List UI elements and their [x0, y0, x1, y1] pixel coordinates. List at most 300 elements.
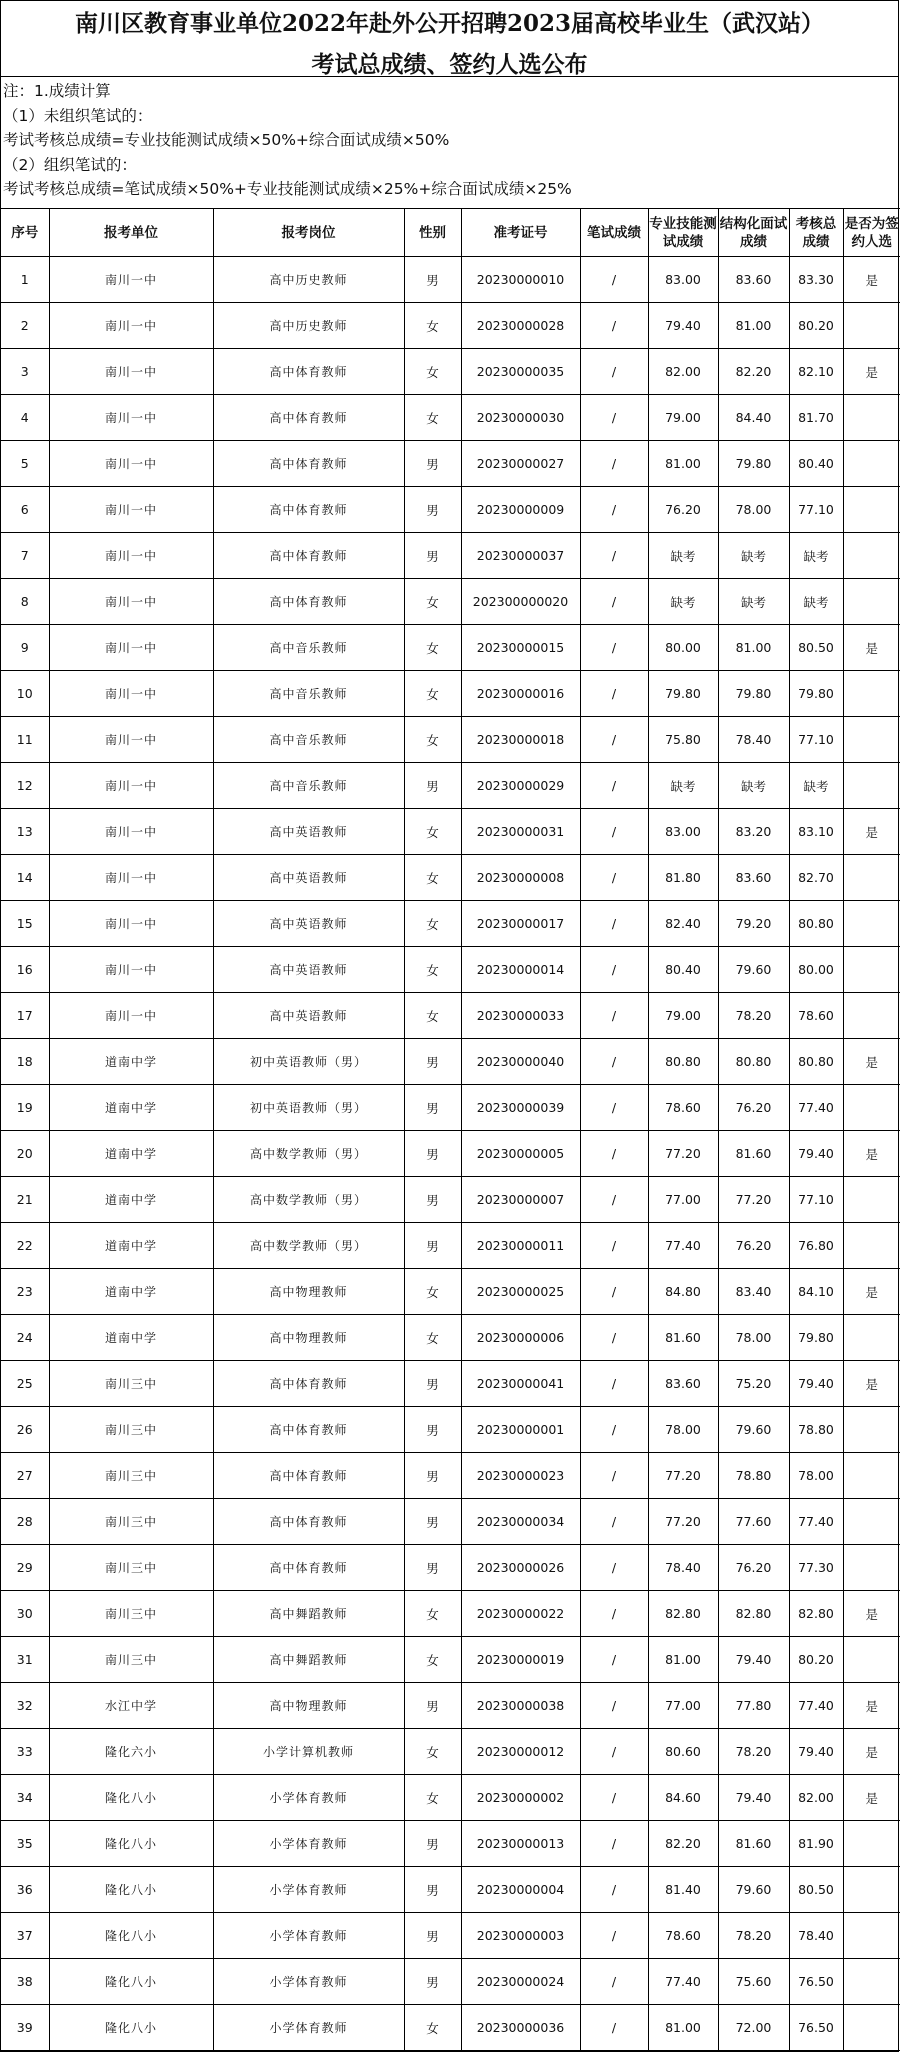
cell-unit: 南川一中 [49, 717, 213, 763]
cell-total: 80.20 [789, 1637, 843, 1683]
cell-total: 77.40 [789, 1499, 843, 1545]
cell-unit: 南川一中 [49, 441, 213, 487]
cell-written: / [580, 993, 648, 1039]
cell-post: 高中舞蹈教师 [213, 1637, 404, 1683]
cell-skill: 82.00 [648, 349, 718, 395]
cell-ticket: 20230000012 [461, 1729, 580, 1775]
cell-gender: 男 [404, 1039, 461, 1085]
cell-seq: 23 [1, 1269, 49, 1315]
cell-signed [843, 487, 900, 533]
cell-written: / [580, 1453, 648, 1499]
cell-interview: 76.20 [718, 1085, 789, 1131]
cell-total: 83.30 [789, 257, 843, 303]
cell-written: / [580, 625, 648, 671]
cell-signed [843, 1867, 900, 1913]
cell-skill: 79.40 [648, 303, 718, 349]
cell-interview: 78.20 [718, 1913, 789, 1959]
cell-skill: 84.60 [648, 1775, 718, 1821]
document-title-line-2: 考试总成绩、签约人选公布 [311, 51, 588, 78]
cell-total: 79.80 [789, 671, 843, 717]
cell-interview: 82.80 [718, 1591, 789, 1637]
cell-gender: 男 [404, 1131, 461, 1177]
cell-written: / [580, 763, 648, 809]
cell-total: 77.30 [789, 1545, 843, 1591]
cell-skill: 78.60 [648, 1085, 718, 1131]
cell-skill: 77.40 [648, 1959, 718, 2005]
cell-post: 高中体育教师 [213, 441, 404, 487]
cell-unit: 南川一中 [49, 901, 213, 947]
cell-ticket: 20230000011 [461, 1223, 580, 1269]
cell-seq: 21 [1, 1177, 49, 1223]
cell-interview: 缺考 [718, 579, 789, 625]
cell-post: 高中体育教师 [213, 349, 404, 395]
cell-signed [843, 2005, 900, 2051]
cell-ticket: 202300000020 [461, 579, 580, 625]
cell-written: / [580, 1085, 648, 1131]
cell-seq: 25 [1, 1361, 49, 1407]
cell-skill: 77.00 [648, 1683, 718, 1729]
cell-gender: 女 [404, 993, 461, 1039]
table-row [1, 763, 900, 809]
cell-post: 高中舞蹈教师 [213, 1591, 404, 1637]
header-ticket: 准考证号 [461, 209, 580, 257]
cell-gender: 女 [404, 1591, 461, 1637]
results-table [1, 208, 900, 2051]
cell-signed [843, 1453, 900, 1499]
table-row [1, 947, 900, 993]
cell-total: 82.00 [789, 1775, 843, 1821]
table-body [1, 257, 900, 2051]
cell-seq: 13 [1, 809, 49, 855]
cell-interview: 83.20 [718, 809, 789, 855]
cell-interview: 84.40 [718, 395, 789, 441]
cell-seq: 26 [1, 1407, 49, 1453]
cell-total: 80.80 [789, 901, 843, 947]
cell-unit: 隆化八小 [49, 1959, 213, 2005]
cell-unit: 隆化八小 [49, 1867, 213, 1913]
cell-ticket: 20230000036 [461, 2005, 580, 2051]
cell-signed [843, 1223, 900, 1269]
cell-gender: 男 [404, 1177, 461, 1223]
cell-ticket: 20230000005 [461, 1131, 580, 1177]
cell-unit: 南川一中 [49, 257, 213, 303]
table-row [1, 1959, 900, 2005]
cell-gender: 女 [404, 303, 461, 349]
cell-ticket: 20230000037 [461, 533, 580, 579]
header-seq: 序号 [1, 209, 49, 257]
cell-interview: 缺考 [718, 763, 789, 809]
cell-signed: 是 [843, 1591, 900, 1637]
cell-gender: 女 [404, 671, 461, 717]
cell-signed [843, 1499, 900, 1545]
note-line: 考试考核总成绩=笔试成绩×50%+专业技能测试成绩×25%+综合面试成绩×25% [3, 180, 572, 198]
table-row [1, 1729, 900, 1775]
cell-signed [843, 395, 900, 441]
cell-seq: 33 [1, 1729, 49, 1775]
cell-ticket: 20230000031 [461, 809, 580, 855]
cell-unit: 南川三中 [49, 1499, 213, 1545]
table-row [1, 809, 900, 855]
cell-unit: 南川三中 [49, 1453, 213, 1499]
cell-interview: 81.00 [718, 303, 789, 349]
cell-ticket: 20230000009 [461, 487, 580, 533]
cell-interview: 76.20 [718, 1223, 789, 1269]
cell-ticket: 20230000008 [461, 855, 580, 901]
cell-written: / [580, 855, 648, 901]
cell-unit: 南川一中 [49, 303, 213, 349]
cell-interview: 82.20 [718, 349, 789, 395]
cell-post: 小学体育教师 [213, 1913, 404, 1959]
cell-written: / [580, 2005, 648, 2051]
cell-unit: 南川三中 [49, 1361, 213, 1407]
cell-post: 高中英语教师 [213, 809, 404, 855]
cell-skill: 82.40 [648, 901, 718, 947]
cell-unit: 隆化八小 [49, 1821, 213, 1867]
cell-signed [843, 1545, 900, 1591]
cell-signed [843, 441, 900, 487]
cell-seq: 24 [1, 1315, 49, 1361]
table-row [1, 901, 900, 947]
cell-ticket: 20230000004 [461, 1867, 580, 1913]
cell-interview: 77.20 [718, 1177, 789, 1223]
cell-gender: 女 [404, 717, 461, 763]
table-row [1, 1775, 900, 1821]
table-row [1, 1683, 900, 1729]
note-line: 注：1.成绩计算 [3, 82, 111, 100]
cell-post: 高中体育教师 [213, 1499, 404, 1545]
table-row [1, 1591, 900, 1637]
cell-skill: 80.40 [648, 947, 718, 993]
cell-post: 小学体育教师 [213, 1821, 404, 1867]
cell-written: / [580, 1499, 648, 1545]
table-row [1, 717, 900, 763]
cell-signed [843, 303, 900, 349]
note-line: （2）组织笔试的： [3, 155, 137, 174]
cell-written: / [580, 395, 648, 441]
cell-post: 高中体育教师 [213, 1545, 404, 1591]
cell-written: / [580, 809, 648, 855]
cell-skill: 78.40 [648, 1545, 718, 1591]
cell-signed: 是 [843, 349, 900, 395]
cell-skill: 77.20 [648, 1131, 718, 1177]
cell-post: 小学体育教师 [213, 2005, 404, 2051]
cell-post: 高中物理教师 [213, 1683, 404, 1729]
table-row [1, 671, 900, 717]
cell-written: / [580, 1315, 648, 1361]
cell-interview: 78.80 [718, 1453, 789, 1499]
cell-unit: 南川一中 [49, 533, 213, 579]
cell-gender: 女 [404, 349, 461, 395]
cell-signed [843, 579, 900, 625]
cell-gender: 男 [404, 1683, 461, 1729]
cell-written: / [580, 349, 648, 395]
cell-skill: 缺考 [648, 763, 718, 809]
header-post: 报考岗位 [213, 209, 404, 257]
cell-interview: 78.00 [718, 487, 789, 533]
cell-signed: 是 [843, 1775, 900, 1821]
cell-total: 81.70 [789, 395, 843, 441]
cell-seq: 27 [1, 1453, 49, 1499]
cell-signed [843, 947, 900, 993]
cell-skill: 81.80 [648, 855, 718, 901]
cell-seq: 7 [1, 533, 49, 579]
cell-total: 80.00 [789, 947, 843, 993]
cell-ticket: 20230000006 [461, 1315, 580, 1361]
cell-written: / [580, 579, 648, 625]
cell-total: 81.90 [789, 1821, 843, 1867]
cell-unit: 南川一中 [49, 579, 213, 625]
cell-total: 84.10 [789, 1269, 843, 1315]
cell-post: 高中数学教师（男） [213, 1177, 404, 1223]
cell-ticket: 20230000022 [461, 1591, 580, 1637]
cell-written: / [580, 1591, 648, 1637]
table-row [1, 1453, 900, 1499]
cell-skill: 78.60 [648, 1913, 718, 1959]
cell-gender: 女 [404, 809, 461, 855]
cell-signed: 是 [843, 257, 900, 303]
cell-written: / [580, 533, 648, 579]
title-block [1, 1, 898, 77]
cell-signed [843, 1407, 900, 1453]
cell-post: 高中音乐教师 [213, 717, 404, 763]
cell-ticket: 20230000029 [461, 763, 580, 809]
cell-seq: 39 [1, 2005, 49, 2051]
cell-ticket: 20230000001 [461, 1407, 580, 1453]
cell-total: 80.80 [789, 1039, 843, 1085]
cell-total: 77.40 [789, 1085, 843, 1131]
cell-skill: 缺考 [648, 579, 718, 625]
table-row [1, 1177, 900, 1223]
cell-post: 高中音乐教师 [213, 671, 404, 717]
cell-interview: 81.60 [718, 1131, 789, 1177]
cell-interview: 79.20 [718, 901, 789, 947]
cell-signed: 是 [843, 1729, 900, 1775]
cell-total: 80.20 [789, 303, 843, 349]
cell-gender: 男 [404, 1867, 461, 1913]
cell-skill: 83.00 [648, 809, 718, 855]
cell-gender: 男 [404, 441, 461, 487]
cell-gender: 男 [404, 1453, 461, 1499]
table-row [1, 993, 900, 1039]
cell-gender: 女 [404, 901, 461, 947]
note-line: （1）未组织笔试的： [3, 106, 153, 125]
header-signed: 是否为签约人选 [843, 209, 900, 257]
cell-post: 高中体育教师 [213, 1407, 404, 1453]
cell-ticket: 20230000019 [461, 1637, 580, 1683]
cell-total: 缺考 [789, 763, 843, 809]
cell-ticket: 20230000041 [461, 1361, 580, 1407]
cell-total: 79.80 [789, 1315, 843, 1361]
cell-seq: 3 [1, 349, 49, 395]
table-row [1, 533, 900, 579]
cell-gender: 女 [404, 1269, 461, 1315]
cell-unit: 隆化六小 [49, 1729, 213, 1775]
cell-gender: 女 [404, 1315, 461, 1361]
cell-total: 77.40 [789, 1683, 843, 1729]
cell-written: / [580, 1913, 648, 1959]
cell-ticket: 20230000023 [461, 1453, 580, 1499]
cell-total: 76.50 [789, 2005, 843, 2051]
cell-ticket: 20230000017 [461, 901, 580, 947]
cell-unit: 隆化八小 [49, 1775, 213, 1821]
cell-signed: 是 [843, 1131, 900, 1177]
cell-total: 缺考 [789, 533, 843, 579]
table-row [1, 1637, 900, 1683]
cell-total: 78.60 [789, 993, 843, 1039]
cell-ticket: 20230000013 [461, 1821, 580, 1867]
cell-unit: 南川三中 [49, 1637, 213, 1683]
cell-total: 79.40 [789, 1729, 843, 1775]
cell-unit: 隆化八小 [49, 1913, 213, 1959]
cell-written: / [580, 1361, 648, 1407]
cell-unit: 南川一中 [49, 993, 213, 1039]
cell-signed: 是 [843, 625, 900, 671]
cell-interview: 75.60 [718, 1959, 789, 2005]
note-line: 考试考核总成绩=专业技能测试成绩×50%+综合面试成绩×50% [3, 131, 450, 149]
cell-written: / [580, 441, 648, 487]
cell-ticket: 20230000007 [461, 1177, 580, 1223]
cell-gender: 男 [404, 1407, 461, 1453]
table-row [1, 1085, 900, 1131]
cell-ticket: 20230000003 [461, 1913, 580, 1959]
cell-ticket: 20230000027 [461, 441, 580, 487]
cell-interview: 75.20 [718, 1361, 789, 1407]
cell-gender: 男 [404, 1361, 461, 1407]
cell-post: 小学计算机教师 [213, 1729, 404, 1775]
cell-ticket: 20230000028 [461, 303, 580, 349]
cell-skill: 77.40 [648, 1223, 718, 1269]
cell-seq: 4 [1, 395, 49, 441]
header-written: 笔试成绩 [580, 209, 648, 257]
cell-gender: 女 [404, 2005, 461, 2051]
cell-seq: 38 [1, 1959, 49, 2005]
cell-written: / [580, 1131, 648, 1177]
cell-post: 高中体育教师 [213, 1361, 404, 1407]
cell-seq: 30 [1, 1591, 49, 1637]
cell-unit: 南川一中 [49, 625, 213, 671]
table-row [1, 579, 900, 625]
cell-written: / [580, 1959, 648, 2005]
cell-signed: 是 [843, 1039, 900, 1085]
cell-signed [843, 533, 900, 579]
cell-total: 77.10 [789, 1177, 843, 1223]
document-title-line-1: 南川区教育事业单位2022年赴外公开招聘2023届高校毕业生（武汉站） [74, 10, 825, 37]
cell-interview: 79.40 [718, 1637, 789, 1683]
table-row [1, 1867, 900, 1913]
cell-ticket: 20230000015 [461, 625, 580, 671]
cell-skill: 77.20 [648, 1453, 718, 1499]
cell-seq: 37 [1, 1913, 49, 1959]
cell-post: 高中历史教师 [213, 257, 404, 303]
cell-total: 79.40 [789, 1131, 843, 1177]
cell-written: / [580, 1407, 648, 1453]
cell-unit: 南川一中 [49, 947, 213, 993]
header-skill: 专业技能测试成绩 [648, 209, 718, 257]
cell-written: / [580, 257, 648, 303]
cell-gender: 男 [404, 1545, 461, 1591]
cell-post: 高中音乐教师 [213, 625, 404, 671]
cell-gender: 男 [404, 1223, 461, 1269]
cell-ticket: 20230000039 [461, 1085, 580, 1131]
cell-skill: 80.80 [648, 1039, 718, 1085]
cell-interview: 79.60 [718, 1867, 789, 1913]
cell-interview: 83.40 [718, 1269, 789, 1315]
cell-post: 高中体育教师 [213, 579, 404, 625]
cell-total: 78.40 [789, 1913, 843, 1959]
cell-ticket: 20230000002 [461, 1775, 580, 1821]
cell-written: / [580, 1729, 648, 1775]
cell-interview: 78.20 [718, 993, 789, 1039]
cell-skill: 80.60 [648, 1729, 718, 1775]
cell-written: / [580, 1269, 648, 1315]
cell-written: / [580, 1223, 648, 1269]
cell-skill: 84.80 [648, 1269, 718, 1315]
cell-unit: 南川一中 [49, 763, 213, 809]
cell-unit: 南川三中 [49, 1591, 213, 1637]
table-row [1, 1821, 900, 1867]
cell-interview: 81.00 [718, 625, 789, 671]
cell-interview: 79.80 [718, 671, 789, 717]
cell-skill: 83.60 [648, 1361, 718, 1407]
table-row [1, 1407, 900, 1453]
cell-ticket: 20230000018 [461, 717, 580, 763]
cell-signed [843, 1085, 900, 1131]
cell-interview: 79.80 [718, 441, 789, 487]
table-row [1, 441, 900, 487]
cell-post: 高中体育教师 [213, 395, 404, 441]
cell-written: / [580, 487, 648, 533]
cell-seq: 15 [1, 901, 49, 947]
cell-ticket: 20230000010 [461, 257, 580, 303]
cell-unit: 道南中学 [49, 1269, 213, 1315]
cell-unit: 南川一中 [49, 395, 213, 441]
cell-total: 80.40 [789, 441, 843, 487]
cell-gender: 女 [404, 395, 461, 441]
header-gender: 性别 [404, 209, 461, 257]
cell-unit: 南川三中 [49, 1545, 213, 1591]
cell-skill: 81.60 [648, 1315, 718, 1361]
table-row [1, 855, 900, 901]
cell-interview: 77.60 [718, 1499, 789, 1545]
cell-signed: 是 [843, 1269, 900, 1315]
cell-post: 高中英语教师 [213, 901, 404, 947]
header-total: 考核总成绩 [789, 209, 843, 257]
cell-seq: 34 [1, 1775, 49, 1821]
cell-total: 76.80 [789, 1223, 843, 1269]
cell-unit: 南川一中 [49, 809, 213, 855]
cell-gender: 女 [404, 625, 461, 671]
cell-ticket: 20230000040 [461, 1039, 580, 1085]
header-unit: 报考单位 [49, 209, 213, 257]
cell-written: / [580, 1177, 648, 1223]
cell-skill: 78.00 [648, 1407, 718, 1453]
cell-seq: 32 [1, 1683, 49, 1729]
cell-seq: 18 [1, 1039, 49, 1085]
cell-ticket: 20230000030 [461, 395, 580, 441]
cell-written: / [580, 947, 648, 993]
cell-seq: 36 [1, 1867, 49, 1913]
cell-written: / [580, 1821, 648, 1867]
cell-interview: 79.60 [718, 1407, 789, 1453]
cell-skill: 75.80 [648, 717, 718, 763]
cell-unit: 道南中学 [49, 1177, 213, 1223]
score-calculation-notes [1, 77, 898, 208]
cell-seq: 31 [1, 1637, 49, 1683]
cell-ticket: 20230000025 [461, 1269, 580, 1315]
cell-total: 82.70 [789, 855, 843, 901]
cell-written: / [580, 1039, 648, 1085]
cell-gender: 男 [404, 1821, 461, 1867]
